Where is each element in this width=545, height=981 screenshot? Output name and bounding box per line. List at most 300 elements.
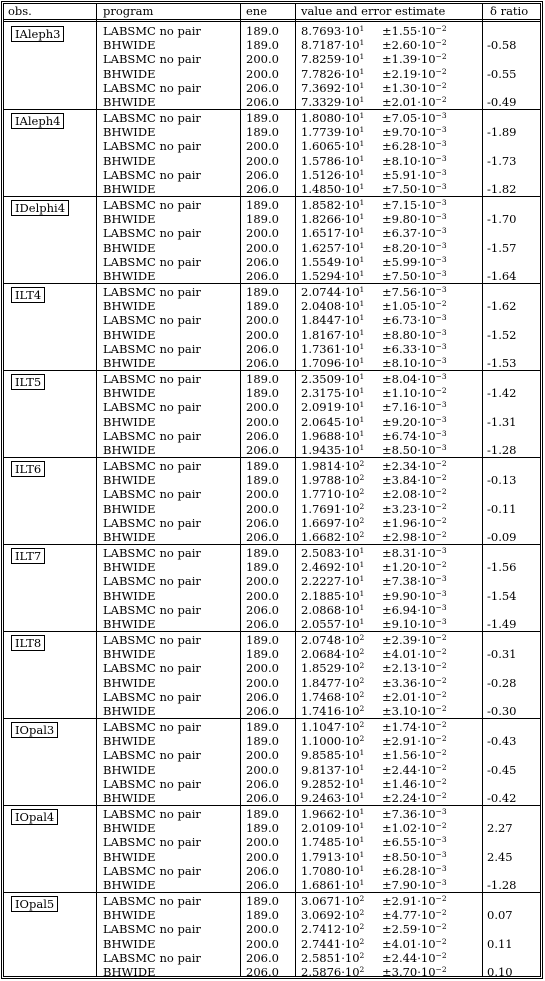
error-cell [382, 96, 447, 109]
times-ten: ·10 [341, 633, 360, 647]
error-mantissa: ±1.05 [382, 299, 418, 314]
energy-cell: 200.0 [246, 153, 279, 168]
times-ten: ·10 [341, 878, 360, 892]
times-ten: ·10 [417, 372, 436, 386]
value-exponent: 1 [359, 167, 365, 177]
error-cell [382, 677, 447, 690]
program-cell: BHWIDE [103, 66, 156, 81]
value-mantissa: 9.8585 [301, 748, 342, 763]
error-mantissa: ±2.59 [382, 922, 418, 937]
delta-ratio-cell: -1.64 [487, 269, 517, 283]
energy-cell: 189.0 [246, 894, 279, 908]
error-exponent: −2 [435, 95, 447, 104]
program-cell: LABSMC no pair [103, 111, 201, 125]
program-cell: LABSMC no pair [103, 689, 201, 704]
times-ten: ·10 [341, 341, 360, 356]
times-ten: ·10 [341, 704, 360, 718]
energy-cell: 189.0 [246, 734, 279, 749]
energy-cell: 189.0 [246, 299, 279, 314]
times-ten: ·10 [417, 459, 436, 473]
value-mantissa: 1.5126 [301, 167, 342, 182]
error-cell [382, 966, 447, 979]
delta-ratio-cell: -0.09 [487, 530, 517, 544]
delta-ratio-cell: -1.70 [487, 212, 517, 227]
observable-label: ILT6 [11, 461, 45, 477]
times-ten: ·10 [417, 807, 436, 821]
energy-cell: 206.0 [246, 776, 279, 791]
energy-cell: 206.0 [246, 617, 279, 631]
error-mantissa: ±8.10 [382, 356, 418, 370]
program-cell: BHWIDE [103, 530, 156, 544]
value-mantissa: 2.0919 [301, 400, 342, 415]
error-exponent: −3 [435, 285, 447, 294]
error-exponent: −3 [435, 212, 447, 222]
program-cell: LABSMC no pair [103, 776, 201, 791]
value-cell [301, 183, 364, 196]
times-ten: ·10 [341, 139, 360, 154]
value-cell [301, 343, 364, 356]
program-cell: LABSMC no pair [103, 226, 201, 241]
times-ten: ·10 [417, 182, 436, 196]
value-mantissa: 1.6861 [301, 878, 342, 892]
times-ten: ·10 [341, 936, 360, 951]
program-cell: LABSMC no pair [103, 950, 201, 965]
error-cell [382, 590, 447, 603]
value-exponent: 2 [359, 965, 365, 974]
error-exponent: −3 [435, 153, 447, 163]
times-ten: ·10 [341, 414, 360, 429]
value-mantissa: 1.7691 [301, 501, 342, 516]
value-cell [301, 256, 364, 269]
value-cell [301, 474, 364, 487]
error-cell [382, 792, 447, 805]
value-mantissa: 7.7826 [301, 66, 342, 81]
value-exponent: 2 [359, 501, 365, 511]
error-exponent: −3 [435, 602, 447, 612]
times-ten: ·10 [341, 226, 360, 241]
value-exponent: 1 [359, 574, 365, 584]
observable-block [4, 632, 540, 719]
times-ten: ·10 [341, 66, 360, 81]
times-ten: ·10 [341, 647, 360, 662]
program-cell: BHWIDE [103, 38, 156, 53]
error-exponent: −3 [435, 878, 447, 887]
value-mantissa: 1.8477 [301, 675, 342, 690]
energy-cell: 206.0 [246, 950, 279, 965]
error-cell [382, 865, 447, 878]
value-exponent: 1 [359, 66, 365, 76]
program-cell: LABSMC no pair [103, 720, 201, 734]
error-exponent: −2 [435, 66, 447, 76]
error-exponent: −3 [435, 863, 447, 873]
times-ten: ·10 [417, 198, 436, 212]
times-ten: ·10 [341, 588, 360, 603]
times-ten: ·10 [417, 52, 436, 67]
value-cell [301, 851, 364, 864]
error-exponent: −2 [435, 894, 447, 903]
program-cell: LABSMC no pair [103, 80, 201, 95]
value-mantissa: 7.3692 [301, 80, 342, 95]
value-cell [301, 909, 364, 922]
value-mantissa: 7.3329 [301, 95, 342, 109]
value-cell [301, 213, 364, 226]
error-cell [382, 199, 447, 212]
error-mantissa: ±6.28 [382, 863, 418, 878]
value-cell [301, 822, 364, 835]
program-cell: LABSMC no pair [103, 254, 201, 269]
value-cell [301, 25, 364, 38]
value-mantissa: 2.0557 [301, 617, 342, 631]
observable-block [4, 197, 540, 284]
error-exponent: −3 [435, 111, 447, 120]
value-mantissa: 1.7096 [301, 356, 342, 370]
error-mantissa: ±2.24 [382, 791, 418, 805]
energy-cell: 200.0 [246, 327, 279, 342]
times-ten: ·10 [341, 894, 360, 908]
error-cell [382, 343, 447, 356]
error-mantissa: ±1.39 [382, 52, 418, 67]
value-exponent: 1 [359, 198, 365, 207]
delta-ratio-cell: -1.52 [487, 327, 517, 342]
energy-cell: 200.0 [246, 487, 279, 502]
program-cell: BHWIDE [103, 965, 156, 979]
results-table [1, 1, 543, 979]
program-cell: BHWIDE [103, 356, 156, 370]
energy-cell: 200.0 [246, 240, 279, 255]
error-cell [382, 721, 447, 734]
times-ten: ·10 [341, 80, 360, 95]
times-ten: ·10 [417, 762, 436, 777]
error-exponent: −3 [435, 182, 447, 191]
delta-ratio-cell: -1.57 [487, 240, 517, 255]
value-cell [301, 82, 364, 95]
value-cell [301, 53, 364, 66]
value-mantissa: 1.1047 [301, 720, 342, 734]
error-exponent: −2 [435, 908, 447, 918]
value-mantissa: 1.9688 [301, 428, 342, 443]
value-mantissa: 1.7416 [301, 704, 342, 718]
energy-cell: 206.0 [246, 530, 279, 544]
program-cell: BHWIDE [103, 588, 156, 603]
value-mantissa: 8.7187 [301, 38, 342, 53]
error-cell [382, 444, 447, 457]
value-mantissa: 2.0744 [301, 285, 342, 299]
value-mantissa: 2.0868 [301, 602, 342, 617]
value-exponent: 2 [359, 647, 365, 657]
error-cell [382, 836, 447, 849]
error-mantissa: ±7.90 [382, 878, 418, 892]
times-ten: ·10 [341, 386, 360, 401]
error-cell [382, 270, 447, 283]
error-exponent: −3 [435, 414, 447, 424]
observable-label: ILT8 [11, 635, 45, 651]
observable-block [4, 458, 540, 545]
energy-cell: 200.0 [246, 849, 279, 864]
program-cell: LABSMC no pair [103, 515, 201, 530]
error-exponent: −2 [435, 647, 447, 657]
energy-cell: 189.0 [246, 212, 279, 227]
error-cell [382, 300, 447, 313]
value-mantissa: 2.4692 [301, 560, 342, 575]
delta-ratio-cell: 2.45 [487, 849, 513, 864]
error-exponent: −3 [435, 125, 447, 135]
error-exponent: −2 [435, 24, 447, 33]
times-ten: ·10 [341, 950, 360, 965]
error-exponent: −3 [435, 341, 447, 351]
error-mantissa: ±8.31 [382, 546, 418, 560]
program-cell: LABSMC no pair [103, 285, 201, 299]
value-exponent: 2 [359, 459, 365, 468]
error-mantissa: ±1.55 [382, 24, 418, 38]
times-ten: ·10 [341, 602, 360, 617]
times-ten: ·10 [417, 125, 436, 140]
value-cell [301, 604, 364, 617]
error-cell [382, 169, 447, 182]
error-mantissa: ±4.77 [382, 908, 418, 923]
error-mantissa: ±8.80 [382, 327, 418, 342]
observable-block [4, 719, 540, 806]
times-ten: ·10 [417, 501, 436, 516]
program-cell: LABSMC no pair [103, 748, 201, 763]
energy-cell: 206.0 [246, 791, 279, 805]
value-exponent: 2 [359, 661, 365, 671]
value-cell [301, 242, 364, 255]
value-mantissa: 1.8167 [301, 327, 342, 342]
value-exponent: 2 [359, 689, 365, 699]
times-ten: ·10 [341, 443, 360, 457]
value-mantissa: 1.7468 [301, 689, 342, 704]
value-mantissa: 7.8259 [301, 52, 342, 67]
program-cell: BHWIDE [103, 560, 156, 575]
error-exponent: −2 [435, 386, 447, 396]
error-cell [382, 517, 447, 530]
value-mantissa: 1.7361 [301, 341, 342, 356]
delta-ratio-cell: -1.49 [487, 617, 517, 631]
header-program: program [103, 4, 154, 18]
value-exponent: 1 [359, 327, 365, 337]
error-mantissa: ±1.30 [382, 80, 418, 95]
value-exponent: 1 [359, 602, 365, 612]
value-mantissa: 1.4850 [301, 182, 342, 196]
energy-cell: 200.0 [246, 588, 279, 603]
value-cell [301, 488, 364, 501]
error-mantissa: ±8.50 [382, 443, 418, 457]
error-exponent: −2 [435, 459, 447, 468]
value-exponent: 1 [359, 212, 365, 222]
value-cell [301, 387, 364, 400]
times-ten: ·10 [341, 807, 360, 821]
observable-block [4, 371, 540, 458]
value-cell [301, 401, 364, 414]
delta-ratio-cell: -0.11 [487, 501, 517, 516]
error-cell [382, 634, 447, 647]
value-cell [301, 300, 364, 313]
energy-cell: 189.0 [246, 908, 279, 923]
times-ten: ·10 [341, 153, 360, 168]
times-ten: ·10 [341, 473, 360, 488]
value-cell [301, 531, 364, 544]
times-ten: ·10 [417, 400, 436, 415]
error-cell [382, 895, 447, 908]
value-cell [301, 357, 364, 370]
times-ten: ·10 [417, 240, 436, 255]
value-exponent: 1 [359, 313, 365, 323]
times-ten: ·10 [341, 734, 360, 749]
error-exponent: −2 [435, 530, 447, 539]
value-exponent: 2 [359, 487, 365, 497]
error-mantissa: ±4.01 [382, 936, 418, 951]
delta-ratio-cell: -0.58 [487, 38, 517, 53]
value-mantissa: 1.5294 [301, 269, 342, 283]
times-ten: ·10 [417, 285, 436, 299]
error-mantissa: ±4.01 [382, 647, 418, 662]
observable-block [4, 110, 540, 197]
times-ten: ·10 [341, 285, 360, 299]
value-cell [301, 634, 364, 647]
error-mantissa: ±8.20 [382, 240, 418, 255]
energy-cell: 189.0 [246, 821, 279, 836]
value-cell [301, 126, 364, 139]
error-cell [382, 39, 447, 52]
error-exponent: −3 [435, 327, 447, 337]
times-ten: ·10 [417, 356, 436, 370]
error-exponent: −2 [435, 473, 447, 483]
times-ten: ·10 [417, 588, 436, 603]
program-cell: LABSMC no pair [103, 922, 201, 937]
energy-cell: 189.0 [246, 647, 279, 662]
error-cell [382, 416, 447, 429]
times-ten: ·10 [417, 428, 436, 443]
energy-cell: 206.0 [246, 878, 279, 892]
times-ten: ·10 [417, 327, 436, 342]
times-ten: ·10 [341, 776, 360, 791]
error-mantissa: ±3.23 [382, 501, 418, 516]
times-ten: ·10 [341, 459, 360, 473]
value-cell [301, 416, 364, 429]
error-cell [382, 648, 447, 661]
value-exponent: 2 [359, 936, 365, 946]
times-ten: ·10 [417, 560, 436, 575]
error-exponent: −3 [435, 139, 447, 149]
times-ten: ·10 [341, 313, 360, 328]
error-cell [382, 575, 447, 588]
error-exponent: −3 [435, 167, 447, 177]
value-exponent: 2 [359, 894, 365, 903]
observable-block [4, 806, 540, 893]
times-ten: ·10 [417, 153, 436, 168]
program-cell: BHWIDE [103, 443, 156, 457]
error-mantissa: ±7.15 [382, 198, 418, 212]
value-cell [301, 373, 364, 386]
error-exponent: −3 [435, 443, 447, 452]
error-cell [382, 474, 447, 487]
times-ten: ·10 [341, 254, 360, 269]
value-exponent: 1 [359, 372, 365, 381]
delta-ratio-cell: 0.07 [487, 908, 513, 923]
value-mantissa: 3.0671 [301, 894, 342, 908]
program-cell: LABSMC no pair [103, 341, 201, 356]
program-cell: LABSMC no pair [103, 661, 201, 676]
error-cell [382, 952, 447, 965]
value-cell [301, 764, 364, 777]
error-exponent: −2 [435, 52, 447, 62]
value-exponent: 1 [359, 762, 365, 772]
times-ten: ·10 [417, 689, 436, 704]
error-cell [382, 68, 447, 81]
times-ten: ·10 [417, 212, 436, 227]
observable-block [4, 893, 540, 979]
error-mantissa: ±3.36 [382, 675, 418, 690]
error-cell [382, 749, 447, 762]
value-cell [301, 952, 364, 965]
value-exponent: 1 [359, 807, 365, 816]
header-ene: ene [246, 4, 268, 18]
value-exponent: 1 [359, 748, 365, 758]
delta-ratio-cell: -1.82 [487, 182, 517, 196]
energy-cell: 206.0 [246, 443, 279, 457]
times-ten: ·10 [417, 414, 436, 429]
program-cell: BHWIDE [103, 386, 156, 401]
value-exponent: 1 [359, 38, 365, 48]
program-cell: LABSMC no pair [103, 313, 201, 328]
program-cell: BHWIDE [103, 414, 156, 429]
error-cell [382, 691, 447, 704]
error-exponent: −2 [435, 80, 447, 90]
error-mantissa: ±8.50 [382, 849, 418, 864]
value-cell [301, 618, 364, 631]
value-cell [301, 662, 364, 675]
value-mantissa: 1.1000 [301, 734, 342, 749]
times-ten: ·10 [341, 762, 360, 777]
times-ten: ·10 [417, 849, 436, 864]
times-ten: ·10 [417, 111, 436, 125]
error-mantissa: ±7.05 [382, 111, 418, 125]
times-ten: ·10 [417, 734, 436, 749]
program-cell: LABSMC no pair [103, 400, 201, 415]
value-exponent: 1 [359, 878, 365, 887]
value-cell [301, 68, 364, 81]
energy-cell: 189.0 [246, 386, 279, 401]
value-mantissa: 9.2852 [301, 776, 342, 791]
program-cell: LABSMC no pair [103, 428, 201, 443]
error-exponent: −3 [435, 254, 447, 264]
program-cell: BHWIDE [103, 878, 156, 892]
energy-cell: 206.0 [246, 182, 279, 196]
value-cell [301, 749, 364, 762]
error-mantissa: ±1.02 [382, 821, 418, 836]
value-exponent: 2 [359, 734, 365, 744]
error-cell [382, 705, 447, 718]
value-cell [301, 517, 364, 530]
value-exponent: 1 [359, 80, 365, 90]
times-ten: ·10 [417, 546, 436, 560]
program-cell: BHWIDE [103, 299, 156, 314]
times-ten: ·10 [417, 922, 436, 937]
value-cell [301, 112, 364, 125]
value-cell [301, 735, 364, 748]
error-mantissa: ±8.10 [382, 153, 418, 168]
value-exponent: 1 [359, 400, 365, 410]
error-mantissa: ±6.33 [382, 341, 418, 356]
energy-cell: 189.0 [246, 720, 279, 734]
times-ten: ·10 [417, 530, 436, 544]
energy-cell: 189.0 [246, 24, 279, 38]
energy-cell: 200.0 [246, 835, 279, 850]
value-exponent: 1 [359, 299, 365, 309]
error-cell [382, 329, 447, 342]
error-mantissa: ±7.38 [382, 574, 418, 589]
times-ten: ·10 [341, 487, 360, 502]
